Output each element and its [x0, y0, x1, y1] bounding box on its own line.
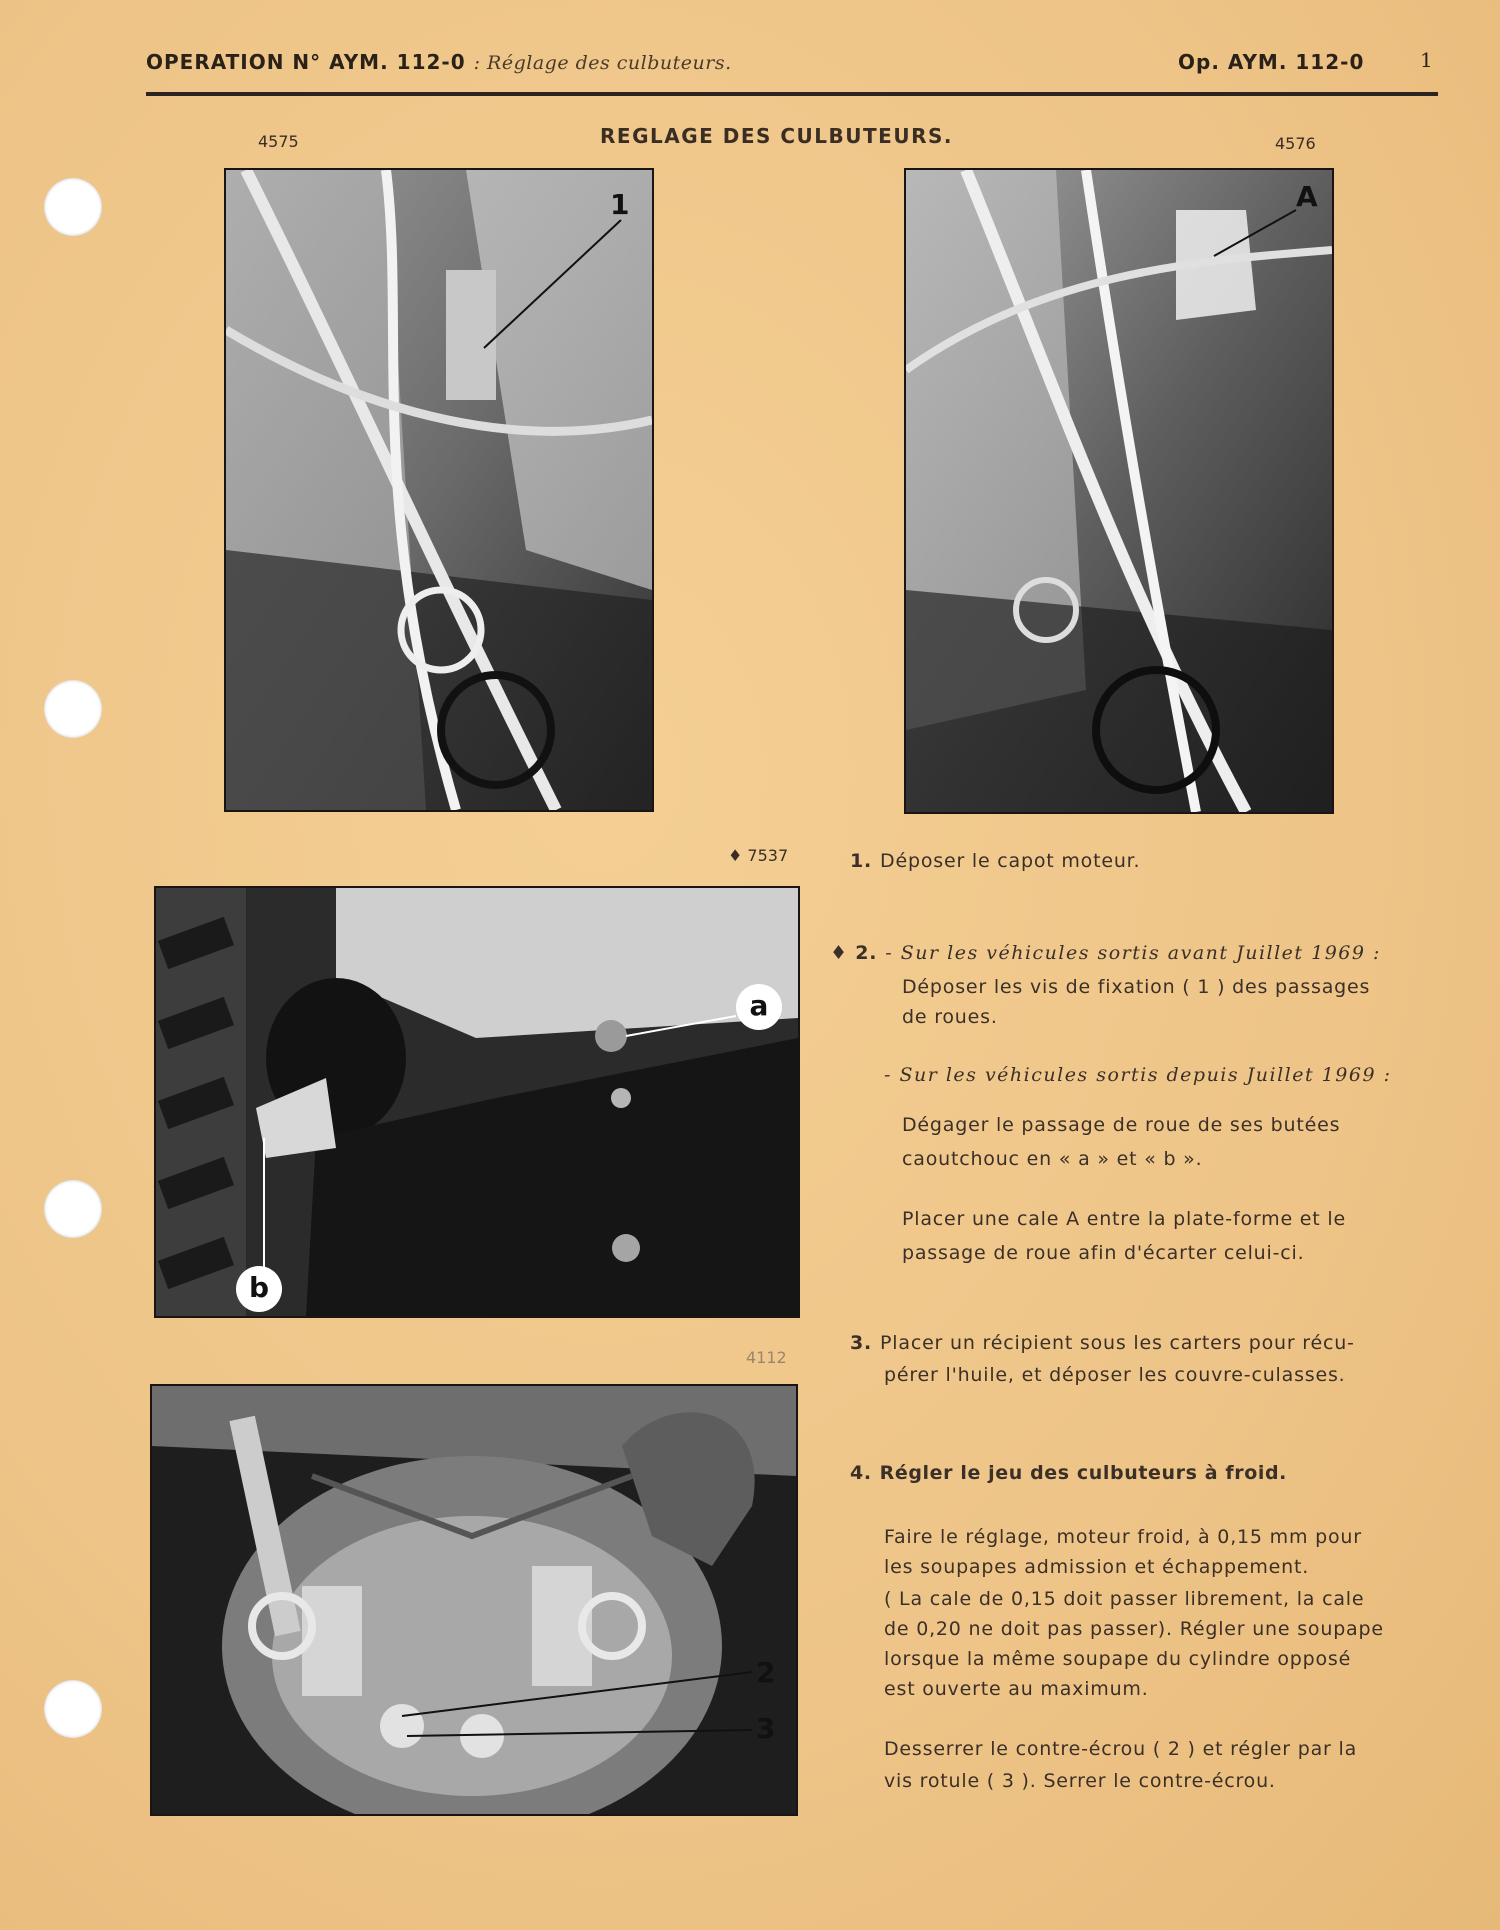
step-4-p1-line: de 0,20 ne doit pas passer). Régler une soupape: [884, 1618, 1384, 1640]
step-1: [850, 846, 1140, 876]
step-3-text-1: Placer un récipient sous les carters pour récu-: [880, 1332, 1355, 1354]
step-1-number: 1.: [850, 850, 873, 872]
step-2-condition-2: - Sur les véhicules sortis depuis Juillet 1969 :: [884, 1064, 1392, 1086]
binder-hole-1: [44, 178, 102, 236]
step-2-condition-1: [830, 938, 1381, 968]
figure-code-4575: 4575: [258, 132, 299, 151]
step-4-p1-line: les soupapes admission et échappement.: [884, 1556, 1310, 1578]
step-4-title-text: Régler le jeu des culbuteurs à froid.: [879, 1462, 1287, 1484]
photo-cylinder-head: [150, 1384, 798, 1816]
step-2-text-1b: de roues.: [902, 1006, 998, 1028]
step-2-number: ♦ 2.: [830, 942, 878, 964]
header-rule: [146, 92, 1438, 96]
figure-code-4576: 4576: [1275, 134, 1316, 153]
step-3-number: 3.: [850, 1332, 873, 1354]
figure-label-2: 2: [756, 1656, 776, 1689]
binder-hole-2: [44, 680, 102, 738]
figure-label-b: b: [236, 1266, 282, 1312]
step-4-number: 4.: [850, 1462, 872, 1484]
figure-label-3: 3: [756, 1712, 776, 1745]
step-1-text: Déposer le capot moteur.: [880, 850, 1141, 872]
step-2-text-2a: Dégager le passage de roue de ses butées: [902, 1114, 1341, 1136]
page-number: 1: [1420, 48, 1433, 72]
step-2-text-2b: caoutchouc en « a » et « b ».: [902, 1148, 1203, 1170]
step-2-text-1a: Déposer les vis de fixation ( 1 ) des passages: [902, 976, 1371, 998]
step-4-p2-line: Desserrer le contre-écrou ( 2 ) et régler par la: [884, 1738, 1358, 1760]
binder-hole-3: [44, 1180, 102, 1238]
operation-subtitle: : Réglage des culbuteurs.: [473, 52, 732, 74]
step-4-p1-line: lorsque la même soupape du cylindre opposé: [884, 1648, 1352, 1670]
photo-wheel-arch: [154, 886, 800, 1318]
operation-number: OPERATION N° AYM. 112-0: [146, 50, 466, 74]
figure-code-4112: 4112: [746, 1348, 787, 1367]
step-4-p1-line: est ouverte au maximum.: [884, 1678, 1149, 1700]
photo-engine-right: [904, 168, 1334, 814]
photo-engine-left: [224, 168, 654, 812]
step-3-line-2: pérer l'huile, et déposer les couvre-culasses.: [884, 1364, 1346, 1386]
step-2-condition-1-text: - Sur les véhicules sortis avant Juillet 1969 :: [885, 942, 1381, 964]
figure-label-A: A: [1296, 180, 1318, 213]
operation-reference: Op. AYM. 112-0: [1178, 50, 1365, 74]
step-4-title: [850, 1458, 1287, 1488]
step-4-p2-line: vis rotule ( 3 ). Serrer le contre-écrou.: [884, 1770, 1276, 1792]
step-2-text-3b: passage de roue afin d'écarter celui-ci.: [902, 1242, 1305, 1264]
step-4-p1-line: ( La cale de 0,15 doit passer librement, la cale: [884, 1588, 1365, 1610]
figure-label-a: a: [736, 984, 782, 1030]
operation-title: [146, 50, 732, 74]
binder-hole-4: [44, 1680, 102, 1738]
step-4-p1-line: Faire le réglage, moteur froid, à 0,15 mm pour: [884, 1526, 1362, 1548]
figure-code-7537: ♦ 7537: [728, 846, 789, 865]
step-2-text-3a: Placer une cale A entre la plate-forme et le: [902, 1208, 1346, 1230]
figure-label-1: 1: [610, 188, 630, 221]
section-title: REGLAGE DES CULBUTEURS.: [600, 124, 953, 148]
step-3-line-1: [850, 1328, 1355, 1358]
